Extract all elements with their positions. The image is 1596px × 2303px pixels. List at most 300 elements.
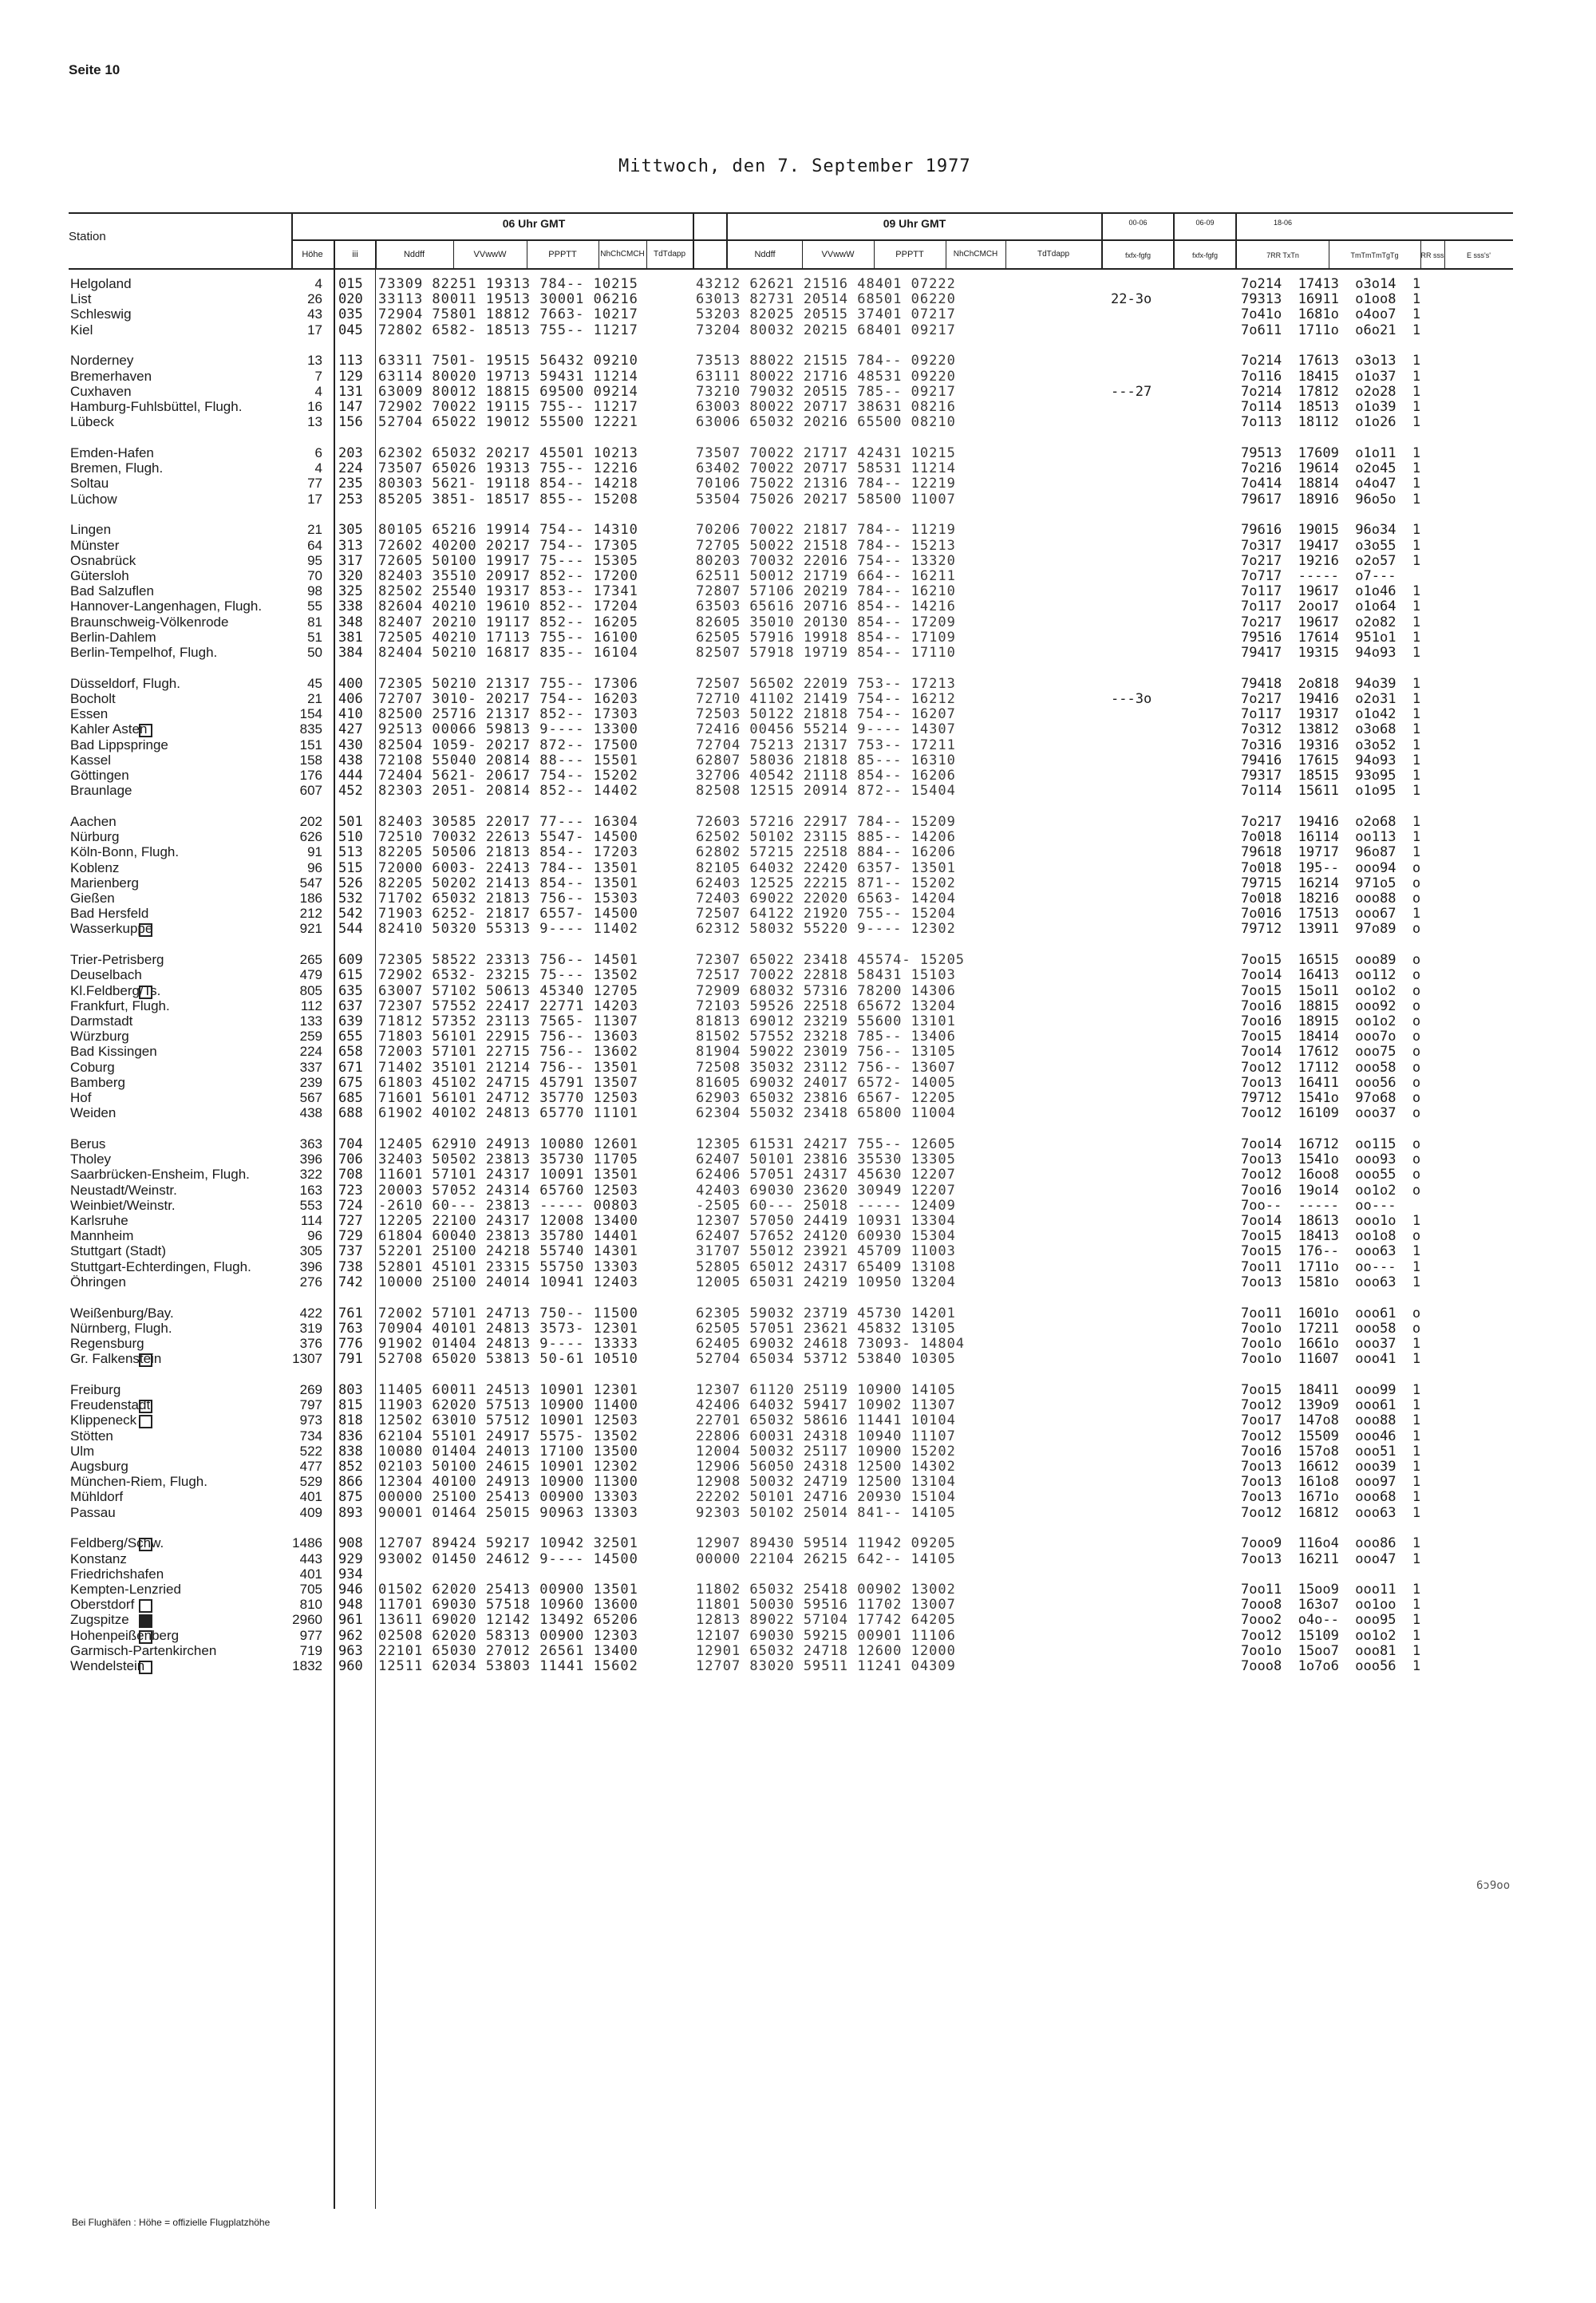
station-name: Berlin-Tempelhof, Flugh. [70, 645, 218, 660]
daily-summary: 79513 17609 o1o11 1 [1241, 445, 1421, 461]
obs-09-utc: 62407 50101 23816 35530 13305 [696, 1152, 956, 1167]
obs-09-utc: 81502 57552 23218 785-- 13406 [696, 1029, 956, 1045]
station-height: 26 [307, 291, 322, 306]
station-name: Berus [70, 1136, 106, 1152]
page-title: Mittwoch, den 7. September 1977 [618, 156, 971, 176]
obs-09-utc: 00000 22104 26215 642-- 14105 [696, 1551, 956, 1567]
station-height: 4 [314, 276, 322, 291]
station-name: Göttingen [70, 768, 129, 783]
daily-summary: 7oo12 17112 ooo58 o [1241, 1060, 1421, 1076]
station-id: 235 [338, 476, 363, 492]
daily-summary: 7ooo8 1o7o6 ooo56 1 [1241, 1658, 1421, 1674]
station-name: Weißenburg/Bay. [70, 1306, 174, 1321]
daily-summary: 7oo1o 11607 ooo41 1 [1241, 1351, 1421, 1367]
daily-summary: 7oo12 16109 ooo37 o [1241, 1105, 1421, 1121]
station-name: Gütersloh [70, 568, 129, 583]
station-name: Freudenstadt [70, 1397, 151, 1412]
station-name: Köln-Bonn, Flugh. [70, 844, 180, 859]
daily-summary: 7oo12 139o9 ooo61 1 [1241, 1397, 1421, 1413]
station-name: Hamburg-Fuhlsbüttel, Flugh. [70, 399, 243, 414]
obs-06-utc: 52801 45101 23315 55750 13303 [378, 1259, 638, 1275]
station-name: Frankfurt, Flugh. [70, 998, 170, 1013]
obs-06-utc: 13611 69020 12142 13492 65206 [378, 1612, 638, 1628]
obs-06-utc: 80105 65216 19914 754-- 14310 [378, 522, 638, 538]
station-name: Weinbiet/Weinstr. [70, 1198, 176, 1213]
obs-09-utc: 12813 89022 57104 17742 64205 [696, 1612, 956, 1628]
station-id: 253 [338, 492, 363, 508]
station-height: 154 [299, 706, 322, 721]
station-name: Braunschweig-Völkenrode [70, 614, 229, 630]
daily-summary: 7o117 2oo17 o1o64 1 [1241, 598, 1421, 614]
header-gust-00-06: fxfx-fgfg [1124, 251, 1151, 259]
obs-09-utc: 72704 75213 21317 753-- 17211 [696, 737, 956, 753]
station-id: 675 [338, 1075, 363, 1091]
obs-06-utc: 11903 62020 57513 10900 11400 [378, 1397, 638, 1413]
obs-06-utc: 71803 56101 22915 756-- 13603 [378, 1029, 638, 1045]
station-id: 045 [338, 322, 363, 338]
obs-09-utc: 62305 59032 23719 45730 14201 [696, 1306, 956, 1321]
obs-09-utc: 12901 65032 24718 12600 12000 [696, 1643, 956, 1659]
station-height: 322 [299, 1167, 322, 1182]
daily-summary: 7oo15 176-- ooo63 1 [1241, 1243, 1421, 1259]
station-id: 510 [338, 829, 363, 845]
station-id: 637 [338, 998, 363, 1014]
station-id: 960 [338, 1658, 363, 1674]
station-height: 401 [299, 1489, 322, 1504]
station-id: 866 [338, 1474, 363, 1490]
station-id: 515 [338, 860, 363, 876]
obs-09-utc: 12707 83020 59511 11241 04309 [696, 1658, 956, 1674]
station-height: 13 [307, 414, 322, 429]
station-id: 381 [338, 630, 363, 646]
station-id: 838 [338, 1444, 363, 1460]
header-09-clouds: NhChCMCH [953, 250, 998, 259]
daily-summary: 7oo15 18413 oo1o8 o [1241, 1228, 1421, 1244]
station-name: Helgoland [70, 276, 132, 291]
obs-06-utc: 12205 22100 24317 12008 13400 [378, 1213, 638, 1229]
obs-09-utc: 81904 59022 23019 756-- 13105 [696, 1044, 956, 1060]
station-height: 114 [300, 1213, 322, 1228]
station-height: 239 [299, 1075, 322, 1090]
daily-summary: 7oo14 16712 oo115 o [1241, 1136, 1421, 1152]
station-id: 688 [338, 1105, 363, 1121]
station-id: 532 [338, 891, 363, 907]
header-09-gmt: 09 Uhr GMT [883, 217, 946, 230]
station-height: 477 [299, 1459, 322, 1474]
daily-summary: 7oo17 147o8 ooo88 1 [1241, 1412, 1421, 1428]
daily-summary: 7oo1o 15oo7 ooo81 1 [1241, 1643, 1421, 1659]
station-id: 761 [338, 1306, 363, 1321]
station-height: 45 [307, 676, 322, 691]
daily-summary: 7o41o 1681o o4oo7 1 [1241, 306, 1421, 322]
obs-06-utc: 63114 80020 19713 59431 11214 [378, 369, 638, 385]
station-height: 553 [299, 1198, 322, 1213]
station-name: Lingen [70, 522, 112, 537]
station-id: 452 [338, 783, 363, 799]
station-height: 401 [299, 1566, 322, 1582]
station-id: 929 [338, 1551, 363, 1567]
station-height: 319 [299, 1321, 322, 1336]
obs-06-utc: 72404 5621- 20617 754-- 15202 [378, 768, 638, 784]
header-09-vvwww: VVwwW [821, 250, 855, 259]
station-name: Münster [70, 538, 120, 553]
station-name: Tholey [70, 1152, 112, 1167]
station-id: 020 [338, 291, 363, 307]
station-name: Schleswig [70, 306, 132, 322]
daily-summary: 79416 17615 94o93 1 [1241, 753, 1421, 768]
daily-summary: 7oo13 1671o ooo68 1 [1241, 1489, 1421, 1505]
daily-summary: 7oo12 16oo8 ooo55 o [1241, 1167, 1421, 1183]
station-name: Bad Kissingen [70, 1044, 157, 1059]
daily-summary: 79418 2o818 94o39 1 [1241, 676, 1421, 692]
station-name: Garmisch-Partenkirchen [70, 1643, 217, 1658]
mountain-station-box-icon [139, 986, 152, 999]
obs-06-utc: 70904 40101 24813 3573- 12301 [378, 1321, 638, 1337]
obs-09-utc: 72416 00456 55214 9---- 14307 [696, 721, 956, 737]
station-id: 727 [338, 1213, 363, 1229]
footnote: Bei Flughäfen : Höhe = offizielle Flugplatzhöhe [72, 2217, 271, 2228]
station-height: 797 [299, 1397, 322, 1412]
obs-09-utc: 43212 62621 21516 48401 07222 [696, 276, 956, 292]
station-id: 963 [338, 1643, 363, 1659]
header-09-ppptt: PPPTT [895, 250, 924, 259]
station-height: 96 [307, 1228, 322, 1243]
daily-summary: 7oo-- ----- oo--- [1241, 1198, 1396, 1214]
station-height: 409 [299, 1505, 322, 1520]
obs-06-utc: 72000 6003- 22413 784-- 13501 [378, 860, 638, 876]
station-id: 685 [338, 1090, 363, 1106]
daily-summary: 7o317 19417 o3o55 1 [1241, 538, 1421, 554]
station-height: 224 [299, 1044, 322, 1059]
station-height: 479 [299, 967, 322, 982]
daily-summary: 7o216 19614 o2o45 1 [1241, 460, 1421, 476]
station-id: 704 [338, 1136, 363, 1152]
station-id: 962 [338, 1628, 363, 1644]
station-name: Wendelstein [70, 1658, 145, 1673]
obs-09-utc: 73210 79032 20515 785-- 09217 [696, 384, 956, 400]
station-name: Koblenz [70, 860, 120, 875]
obs-06-utc: 73507 65026 19313 755-- 12216 [378, 460, 638, 476]
station-name: Stuttgart (Stadt) [70, 1243, 166, 1258]
daily-summary: 7oo11 1711o oo--- 1 [1241, 1259, 1421, 1275]
obs-06-utc: 82410 50320 55313 9---- 11402 [378, 921, 638, 937]
station-id: 815 [338, 1397, 363, 1413]
header-06-gmt: 06 Uhr GMT [502, 217, 566, 230]
obs-06-utc: 82303 2051- 20814 852-- 14402 [378, 783, 638, 799]
station-name: Karlsruhe [70, 1213, 128, 1228]
daily-summary: 7o117 19317 o1o42 1 [1241, 706, 1421, 722]
station-id: 655 [338, 1029, 363, 1045]
obs-09-utc: 31707 55012 23921 45709 11003 [696, 1243, 956, 1259]
obs-06-utc: 93002 01450 24612 9---- 14500 [378, 1551, 638, 1567]
station-height: 95 [307, 553, 322, 568]
station-id: 400 [338, 676, 363, 692]
obs-06-utc: 63007 57102 50613 45340 12705 [378, 983, 638, 999]
daily-summary: 7oo15 18411 ooo99 1 [1241, 1382, 1421, 1398]
station-name: List [70, 291, 92, 306]
header-06-vvwww: VVwwW [473, 250, 507, 259]
obs-06-utc: 20003 57052 24314 65760 12503 [378, 1183, 638, 1199]
station-height: 567 [299, 1090, 322, 1105]
station-height: 443 [299, 1551, 322, 1566]
station-id: 156 [338, 414, 363, 430]
station-id: 438 [338, 753, 363, 768]
station-id: 384 [338, 645, 363, 661]
daily-summary: 7oo11 15oo9 ooo11 1 [1241, 1582, 1421, 1598]
obs-09-utc: 22806 60031 24318 10940 11107 [696, 1428, 956, 1444]
station-height: 17 [307, 492, 322, 507]
daily-summary: 7o214 17413 o3o14 1 [1241, 276, 1421, 292]
obs-06-utc: 80303 5621- 19118 854-- 14218 [378, 476, 638, 492]
station-height: 805 [299, 983, 322, 998]
obs-06-utc: 01502 62020 25413 00900 13501 [378, 1582, 638, 1598]
station-height: 973 [299, 1412, 322, 1428]
station-name: Klippeneck [70, 1412, 137, 1428]
station-id: 791 [338, 1351, 363, 1367]
station-id: 908 [338, 1535, 363, 1551]
station-name: Passau [70, 1505, 116, 1520]
gust-value: ---27 [1111, 384, 1152, 400]
obs-06-utc: 72002 57101 24713 750-- 11500 [378, 1306, 638, 1321]
station-height: 91 [307, 844, 322, 859]
daily-summary: 79618 19717 96o87 1 [1241, 844, 1421, 860]
obs-09-utc: 81813 69012 23219 55600 13101 [696, 1013, 956, 1029]
station-name: Bamberg [70, 1075, 125, 1090]
obs-06-utc: 52201 25100 24218 55740 14301 [378, 1243, 638, 1259]
obs-09-utc: 72507 64122 21920 755-- 15204 [696, 906, 956, 922]
mountain-station-box-icon [139, 1400, 152, 1413]
station-id: 948 [338, 1597, 363, 1613]
obs-09-utc: 62405 69032 24618 73093- 14804 [696, 1336, 966, 1352]
header-06-dew: TdTdapp [653, 250, 686, 259]
header-rr-sss: RR sss [1420, 251, 1444, 259]
daily-summary: 7o217 19617 o2o82 1 [1241, 614, 1421, 630]
obs-06-utc: 72510 70032 22613 5547- 14500 [378, 829, 638, 845]
obs-06-utc: 12405 62910 24913 10080 12601 [378, 1136, 638, 1152]
station-name: Stötten [70, 1428, 113, 1444]
daily-summary: 7o316 19316 o3o52 1 [1241, 737, 1421, 753]
station-id: 305 [338, 522, 363, 538]
obs-09-utc: 22701 65032 58616 11441 10104 [696, 1412, 956, 1428]
station-name: Essen [70, 706, 109, 721]
station-height: 163 [299, 1183, 322, 1198]
station-height: 77 [307, 476, 322, 491]
obs-06-utc: 92513 00066 59813 9---- 13300 [378, 721, 638, 737]
gust-value: 22-3o [1111, 291, 1152, 307]
station-height: 1486 [292, 1535, 322, 1550]
daily-summary: 7o018 16114 oo113 1 [1241, 829, 1421, 845]
obs-06-utc: 82404 50210 16817 835-- 16104 [378, 645, 638, 661]
obs-06-utc: 61902 40102 24813 65770 11101 [378, 1105, 638, 1121]
obs-06-utc: 71702 65032 21813 756-- 15303 [378, 891, 638, 907]
station-name: Würzburg [70, 1029, 129, 1044]
daily-summary: 7oo12 16812 ooo63 1 [1241, 1505, 1421, 1521]
station-height: 70 [307, 568, 322, 583]
header-00-06: 00-06 [1128, 219, 1148, 227]
daily-summary: 7o116 18415 o1o37 1 [1241, 369, 1421, 385]
obs-06-utc: 72902 6532- 23215 75--- 13502 [378, 967, 638, 983]
mountain-station-box-icon [139, 1538, 152, 1551]
daily-summary: 7oo14 16413 oo112 o [1241, 967, 1421, 983]
daily-summary: 7oo1o 1661o ooo37 1 [1241, 1336, 1421, 1352]
header-18-06: 18-06 [1273, 219, 1293, 227]
obs-06-utc: 72003 57101 22715 756-- 13602 [378, 1044, 638, 1060]
obs-06-utc: 11405 60011 24513 10901 12301 [378, 1382, 638, 1398]
obs-06-utc: 02508 62020 58313 00900 12303 [378, 1628, 638, 1644]
station-id: 615 [338, 967, 363, 983]
station-height: 43 [307, 306, 322, 322]
station-name: Nürburg [70, 829, 120, 844]
obs-09-utc: 70106 75022 21316 784-- 12219 [696, 476, 956, 492]
station-name: Aachen [70, 814, 117, 829]
station-id: 934 [338, 1566, 363, 1582]
obs-09-utc: 12107 69030 59215 00901 11106 [696, 1628, 956, 1644]
obs-06-utc: 82403 30585 22017 77--- 16304 [378, 814, 638, 830]
daily-summary: 79516 17614 951o1 1 [1241, 630, 1421, 646]
obs-09-utc: 12908 50032 24719 12500 13104 [696, 1474, 956, 1490]
mountain-station-box-icon [139, 1661, 152, 1674]
obs-06-utc: 12502 63010 57512 10901 12503 [378, 1412, 638, 1428]
station-id: 317 [338, 553, 363, 569]
obs-06-utc: 82604 40210 19610 852-- 17204 [378, 598, 638, 614]
station-id: 818 [338, 1412, 363, 1428]
obs-06-utc: -2610 60--- 23813 ----- 00803 [378, 1198, 638, 1214]
station-id: 035 [338, 306, 363, 322]
station-height: 202 [299, 814, 322, 829]
station-height: 2960 [292, 1612, 322, 1627]
station-id: 635 [338, 983, 363, 999]
station-name: Cuxhaven [70, 384, 132, 399]
obs-06-utc: 71402 35101 21214 756-- 13501 [378, 1060, 638, 1076]
daily-summary: 7oo16 18815 ooo92 o [1241, 998, 1421, 1014]
obs-09-utc: 12307 61120 25119 10900 14105 [696, 1382, 956, 1398]
daily-summary: 7oo12 15509 ooo46 1 [1241, 1428, 1421, 1444]
header-iii: iii [352, 250, 358, 259]
station-height: 16 [307, 399, 322, 414]
obs-09-utc: 72603 57216 22917 784-- 15209 [696, 814, 956, 830]
station-height: 438 [299, 1105, 322, 1120]
daily-summary: 7o717 ----- o7--- [1241, 568, 1396, 584]
station-id: 113 [338, 353, 363, 369]
station-id: 015 [338, 276, 363, 292]
daily-summary: 7oo13 16612 ooo39 1 [1241, 1459, 1421, 1475]
obs-06-utc: 72605 50100 19917 75--- 15305 [378, 553, 638, 569]
station-name: Kiel [70, 322, 93, 338]
station-height: 269 [299, 1382, 322, 1397]
daily-summary: 7oo14 18613 ooo1o 1 [1241, 1213, 1421, 1229]
daily-summary: 7oo1o 17211 ooo58 o [1241, 1321, 1421, 1337]
obs-06-utc: 12304 40100 24913 10900 11300 [378, 1474, 638, 1490]
mountain-station-box-icon [139, 1353, 152, 1367]
station-name: Mühldorf [70, 1489, 124, 1504]
station-name: Hohenpeißenberg [70, 1628, 180, 1643]
obs-06-utc: 72904 75801 18812 7663- 10217 [378, 306, 638, 322]
station-height: 1832 [292, 1658, 322, 1673]
daily-summary: 7oo15 18414 ooo7o o [1241, 1029, 1421, 1045]
daily-summary: 7oo15 15o11 oo1o2 o [1241, 983, 1421, 999]
obs-06-utc: 82500 25716 21317 852-- 17303 [378, 706, 638, 722]
daily-summary: 7o018 195-- ooo94 o [1241, 860, 1421, 876]
station-height: 6 [314, 445, 322, 460]
obs-06-utc: 52704 65022 19012 55500 12221 [378, 414, 638, 430]
station-id: 737 [338, 1243, 363, 1259]
station-id: 147 [338, 399, 363, 415]
station-id: 893 [338, 1505, 363, 1521]
station-height: 51 [307, 630, 322, 645]
obs-09-utc: 70206 70022 21817 784-- 11219 [696, 522, 956, 538]
station-height: 259 [299, 1029, 322, 1044]
obs-06-utc: 72602 40200 20217 754-- 17305 [378, 538, 638, 554]
station-height: 13 [307, 353, 322, 368]
daily-summary: 7o016 17513 ooo67 1 [1241, 906, 1421, 922]
mountain-station-box-icon [139, 1599, 152, 1613]
obs-09-utc: 42406 64032 59417 10902 11307 [696, 1397, 956, 1413]
station-height: 158 [299, 753, 322, 768]
obs-06-utc: 71601 56101 24712 35770 12503 [378, 1090, 638, 1106]
station-height: 151 [299, 737, 322, 753]
obs-06-utc: 32403 50502 23813 35730 11705 [378, 1152, 638, 1167]
daily-summary: 7oo11 1601o ooo61 o [1241, 1306, 1421, 1321]
daily-summary: 7o214 17613 o3o13 1 [1241, 353, 1421, 369]
daily-summary: 7o018 18216 ooo88 o [1241, 891, 1421, 907]
station-id: 224 [338, 460, 363, 476]
header-esss: E sss's' [1467, 251, 1491, 259]
station-height: 719 [299, 1643, 322, 1658]
station-id: 313 [338, 538, 363, 554]
obs-06-utc: 02103 50100 24615 10901 12302 [378, 1459, 638, 1475]
obs-09-utc: 62505 57916 19918 854-- 17109 [696, 630, 956, 646]
station-height: 626 [299, 829, 322, 844]
obs-09-utc: 72909 68032 57316 78200 14306 [696, 983, 956, 999]
daily-summary: 7o414 18814 o4o47 1 [1241, 476, 1421, 492]
obs-09-utc: 63503 65616 20716 854-- 14216 [696, 598, 956, 614]
header-06-nddff: Nddff [403, 250, 425, 259]
obs-09-utc: 22202 50101 24716 20930 15104 [696, 1489, 956, 1505]
station-id: 836 [338, 1428, 363, 1444]
obs-09-utc: 63003 80022 20717 38631 08216 [696, 399, 956, 415]
station-name: Gießen [70, 891, 115, 906]
station-name: Trier-Petrisberg [70, 952, 164, 967]
station-id: 131 [338, 384, 363, 400]
obs-06-utc: 00000 25100 25413 00900 13303 [378, 1489, 638, 1505]
obs-09-utc: 32706 40542 21118 854-- 16206 [696, 768, 956, 784]
daily-summary: 7ooo8 163o7 oo1oo 1 [1241, 1597, 1421, 1613]
station-name: Coburg [70, 1060, 115, 1075]
station-id: 410 [338, 706, 363, 722]
station-id: 544 [338, 921, 363, 937]
station-height: 81 [307, 614, 322, 630]
station-id: 671 [338, 1060, 363, 1076]
obs-09-utc: 12906 56050 24318 12500 14302 [696, 1459, 956, 1475]
station-name: Feldberg/Schw. [70, 1535, 164, 1550]
station-name: Öhringen [70, 1274, 126, 1290]
station-id: 501 [338, 814, 363, 830]
header-hoehe: Höhe [302, 250, 323, 259]
station-height: 55 [307, 598, 322, 614]
station-name: Wasserkuppe [70, 921, 153, 936]
obs-06-utc: 62302 65032 20217 45501 10213 [378, 445, 638, 461]
mountain-station-box-icon [139, 724, 152, 737]
station-name: Kassel [70, 753, 112, 768]
obs-06-utc: 82504 1059- 20217 872-- 17500 [378, 737, 638, 753]
station-name: Saarbrücken-Ensheim, Flugh. [70, 1167, 250, 1182]
obs-09-utc: 52805 65012 24317 65409 13108 [696, 1259, 956, 1275]
obs-06-utc: 71903 6252- 21817 6557- 14500 [378, 906, 638, 922]
daily-summary: 7o217 19416 o2o31 1 [1241, 691, 1421, 707]
station-id: 406 [338, 691, 363, 707]
obs-06-utc: 82502 25540 19317 853-- 17341 [378, 583, 638, 599]
obs-06-utc: 22101 65030 27012 26561 13400 [378, 1643, 638, 1659]
